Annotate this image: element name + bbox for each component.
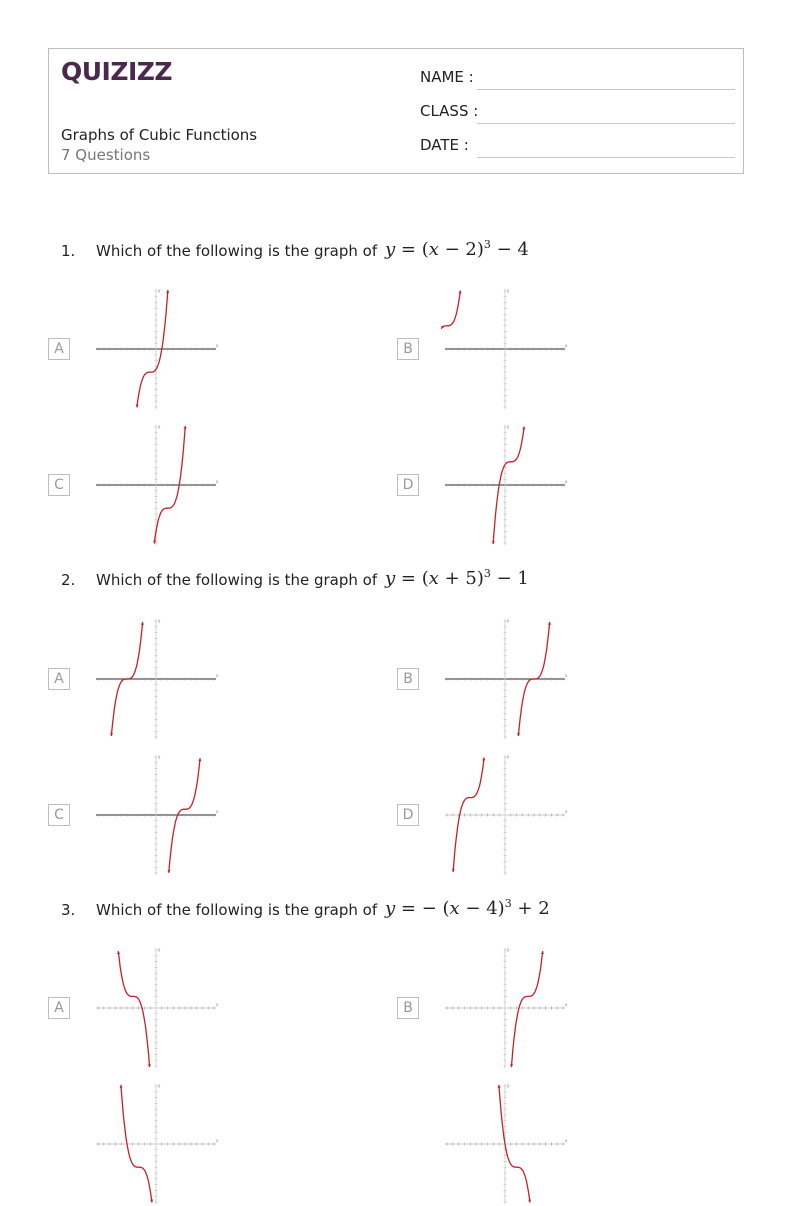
worksheet-header — [48, 48, 744, 174]
x-axis-end-mark: x — [565, 343, 568, 348]
question-text: Which of the following is the graph of — [96, 242, 378, 260]
question-number: 3. — [61, 901, 76, 919]
y-axis-end-mark: y — [158, 947, 161, 952]
x-axis-end-mark: x — [216, 1002, 219, 1007]
option-d-box[interactable]: D — [397, 474, 419, 496]
option-d-box[interactable]: D — [397, 804, 419, 826]
date-label: DATE : — [420, 136, 469, 154]
question-count: 7 Questions — [61, 146, 151, 164]
curve-arrowhead — [148, 1064, 151, 1067]
question-number: 1. — [61, 242, 76, 260]
question-text: Which of the following is the graph of — [96, 571, 378, 589]
y-axis-end-mark: y — [158, 754, 161, 759]
option-c-graph[interactable] — [94, 753, 220, 877]
question-equation: $y = (x + 5)^3 - 1$ — [385, 567, 529, 589]
class-field[interactable] — [420, 102, 735, 124]
y-axis-end-mark: y — [507, 754, 510, 759]
option-a-graph[interactable] — [94, 946, 220, 1070]
x-axis-end-mark: x — [565, 479, 568, 484]
option-b-graph[interactable] — [443, 946, 569, 1070]
y-axis-end-mark: y — [158, 424, 161, 429]
worksheet-title: Graphs of Cubic Functions — [61, 126, 258, 144]
date-field[interactable] — [420, 136, 735, 158]
quizizz-logo: QUIZIZZ — [61, 57, 173, 86]
question-text: Which of the following is the graph of — [96, 901, 378, 919]
curve-arrowhead — [184, 426, 187, 429]
y-axis-end-mark: y — [507, 424, 510, 429]
class-line[interactable] — [477, 123, 735, 124]
curve-arrowhead — [452, 869, 455, 872]
option-a-box[interactable]: A — [48, 997, 70, 1019]
option-b-box[interactable]: B — [397, 997, 419, 1019]
x-axis-end-mark: x — [216, 343, 219, 348]
question-equation: y = − $(x - 4)^3 + 2$ — [385, 897, 550, 919]
y-axis-end-mark: y — [158, 1083, 161, 1088]
y-axis-end-mark: y — [158, 618, 161, 623]
y-axis-end-mark: y — [507, 618, 510, 623]
class-label: CLASS : — [420, 102, 479, 120]
option-d-graph[interactable] — [443, 753, 569, 877]
curve-arrowhead — [141, 622, 144, 625]
x-axis-end-mark: x — [216, 673, 219, 678]
curve-arrowhead — [166, 290, 169, 293]
option-d-graph[interactable] — [443, 423, 569, 547]
curve-arrowhead — [120, 1085, 123, 1088]
cubic-curve — [511, 951, 542, 1067]
x-axis-end-mark: x — [216, 479, 219, 484]
curve-arrowhead — [110, 733, 113, 736]
name-label: NAME : — [420, 68, 474, 86]
option-b-graph[interactable] — [443, 287, 569, 411]
curve-arrowhead — [198, 758, 201, 761]
option-d-graph[interactable] — [443, 1082, 569, 1206]
curve-arrowhead — [541, 951, 544, 954]
option-c-graph[interactable] — [94, 1082, 220, 1206]
name-line[interactable] — [477, 89, 735, 90]
curve-arrowhead — [517, 733, 520, 736]
option-c-graph[interactable] — [94, 423, 220, 547]
y-axis-end-mark: y — [158, 288, 161, 293]
x-axis-end-mark: x — [565, 809, 568, 814]
y-axis-end-mark: y — [507, 1083, 510, 1088]
question-number: 2. — [61, 571, 76, 589]
name-field[interactable] — [420, 68, 735, 90]
x-axis-end-mark: x — [565, 1002, 568, 1007]
option-a-graph[interactable] — [94, 287, 220, 411]
curve-arrowhead — [548, 622, 551, 625]
cubic-curve — [118, 951, 149, 1067]
option-c-box[interactable]: C — [48, 804, 70, 826]
curve-arrowhead — [492, 541, 495, 544]
option-a-box[interactable]: A — [48, 668, 70, 690]
x-axis-end-mark: x — [565, 673, 568, 678]
option-a-box[interactable]: A — [48, 338, 70, 360]
cubic-curve — [441, 291, 460, 329]
y-axis-end-mark: y — [507, 947, 510, 952]
x-axis-end-mark: x — [216, 809, 219, 814]
option-a-graph[interactable] — [94, 617, 220, 741]
curve-arrowhead — [498, 1085, 501, 1088]
curve-arrowhead — [167, 870, 170, 873]
question-equation: $y = (x - 2)^3 - 4$ — [385, 238, 529, 260]
option-b-graph[interactable] — [443, 617, 569, 741]
curve-arrowhead — [117, 951, 120, 954]
x-axis-end-mark: x — [565, 1138, 568, 1143]
curve-arrowhead — [510, 1064, 513, 1067]
x-axis-end-mark: x — [216, 1138, 219, 1143]
date-line[interactable] — [477, 157, 735, 158]
option-c-box[interactable]: C — [48, 474, 70, 496]
y-axis-end-mark: y — [507, 288, 510, 293]
option-b-box[interactable]: B — [397, 338, 419, 360]
option-b-box[interactable]: B — [397, 668, 419, 690]
